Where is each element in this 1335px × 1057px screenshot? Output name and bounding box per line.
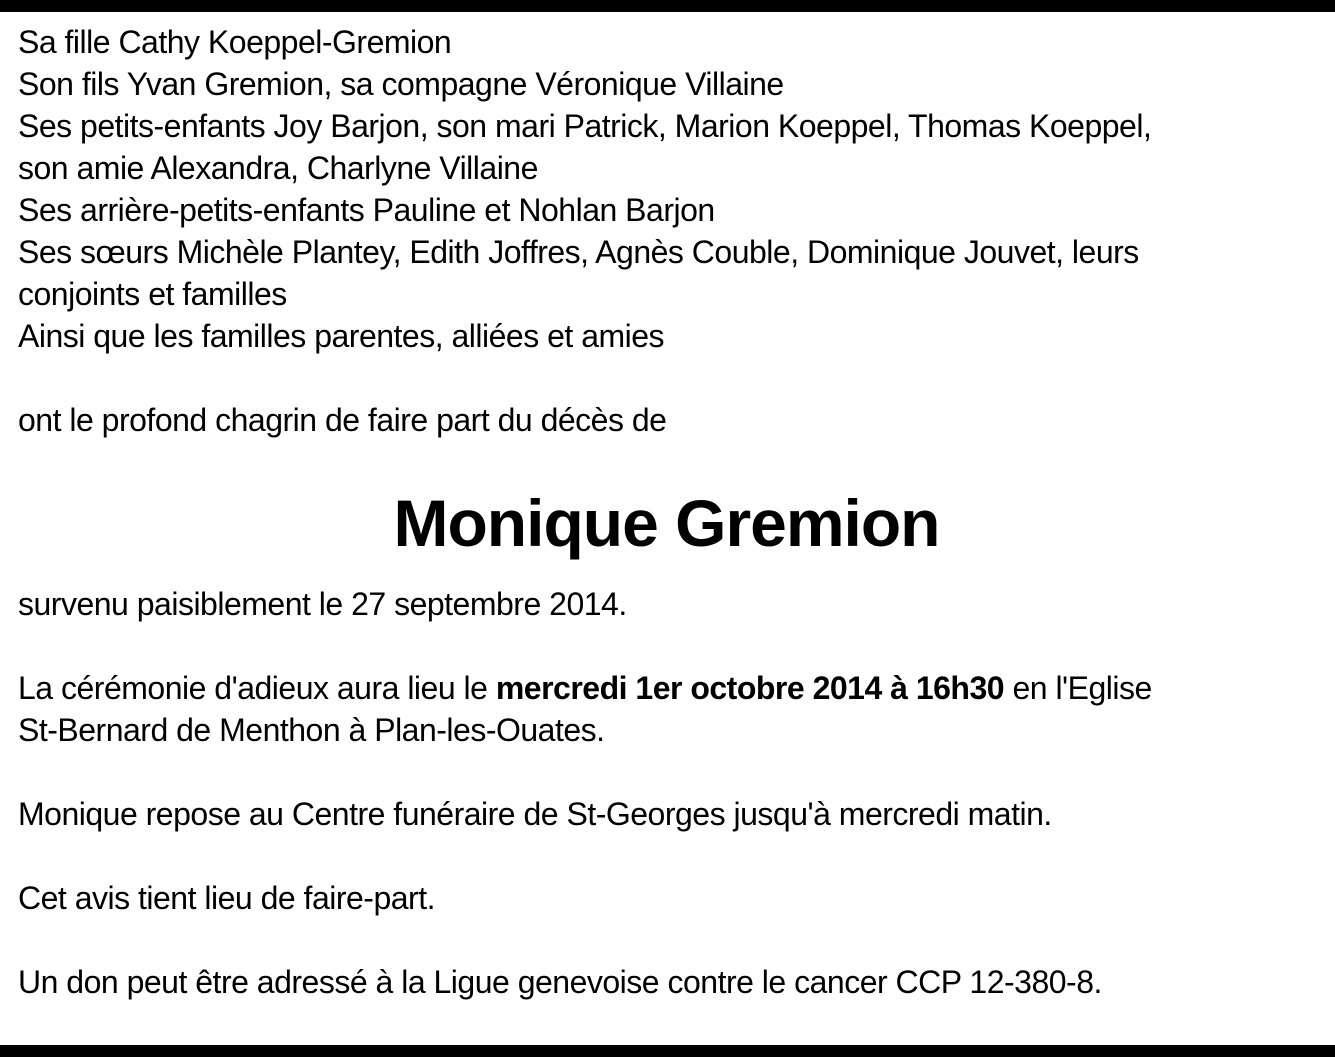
donation-line: Un don peut être adressé à la Ligue genevoise contre le cancer CCP 12-380-8.: [18, 964, 1102, 1000]
ceremony-line-2: St-Bernard de Menthon à Plan-les-Ouates.: [18, 712, 605, 748]
obituary-notice: [18, 12, 1315, 1003]
family-line: Sa fille Cathy Koeppel-Gremion: [18, 24, 452, 60]
family-line: conjoints et familles: [18, 276, 287, 312]
family-list: [18, 21, 1315, 357]
ceremony-line-1: [18, 667, 1315, 709]
deceased-name: Monique Gremion: [393, 486, 940, 560]
family-line: Son fils Yvan Gremion, sa compagne Véronique Villaine: [18, 66, 784, 102]
death-date-line: survenu paisiblement le 27 septembre 2014.: [18, 586, 627, 622]
family-line: son amie Alexandra, Charlyne Villaine: [18, 150, 538, 186]
family-line: Ses arrière-petits-enfants Pauline et Nohlan Barjon: [18, 192, 715, 228]
family-line: Ses petits-enfants Joy Barjon, son mari Patrick, Marion Koeppel, Thomas Koeppel,: [18, 108, 1152, 144]
intro-line: ont le profond chagrin de faire part du décès de: [18, 402, 667, 438]
family-line: Ses sœurs Michèle Plantey, Edith Joffres, Agnès Couble, Dominique Jouvet, leurs: [18, 234, 1139, 270]
bottom-border-bar: [0, 1045, 1335, 1057]
ceremony-datetime-bold: mercredi 1er octobre 2014 à 16h30: [495, 670, 1005, 706]
repose-line: Monique repose au Centre funéraire de St-Georges jusqu'à mercredi matin.: [18, 796, 1052, 832]
ceremony-paragraph: [18, 667, 1315, 751]
family-line: Ainsi que les familles parentes, alliées et amies: [18, 318, 665, 354]
faire-part-line: Cet avis tient lieu de faire-part.: [18, 880, 435, 916]
ceremony-text-post: en l'Eglise: [1004, 670, 1152, 706]
top-border-bar: [0, 0, 1335, 12]
ceremony-text-pre: La cérémonie d'adieux aura lieu le: [18, 670, 496, 706]
